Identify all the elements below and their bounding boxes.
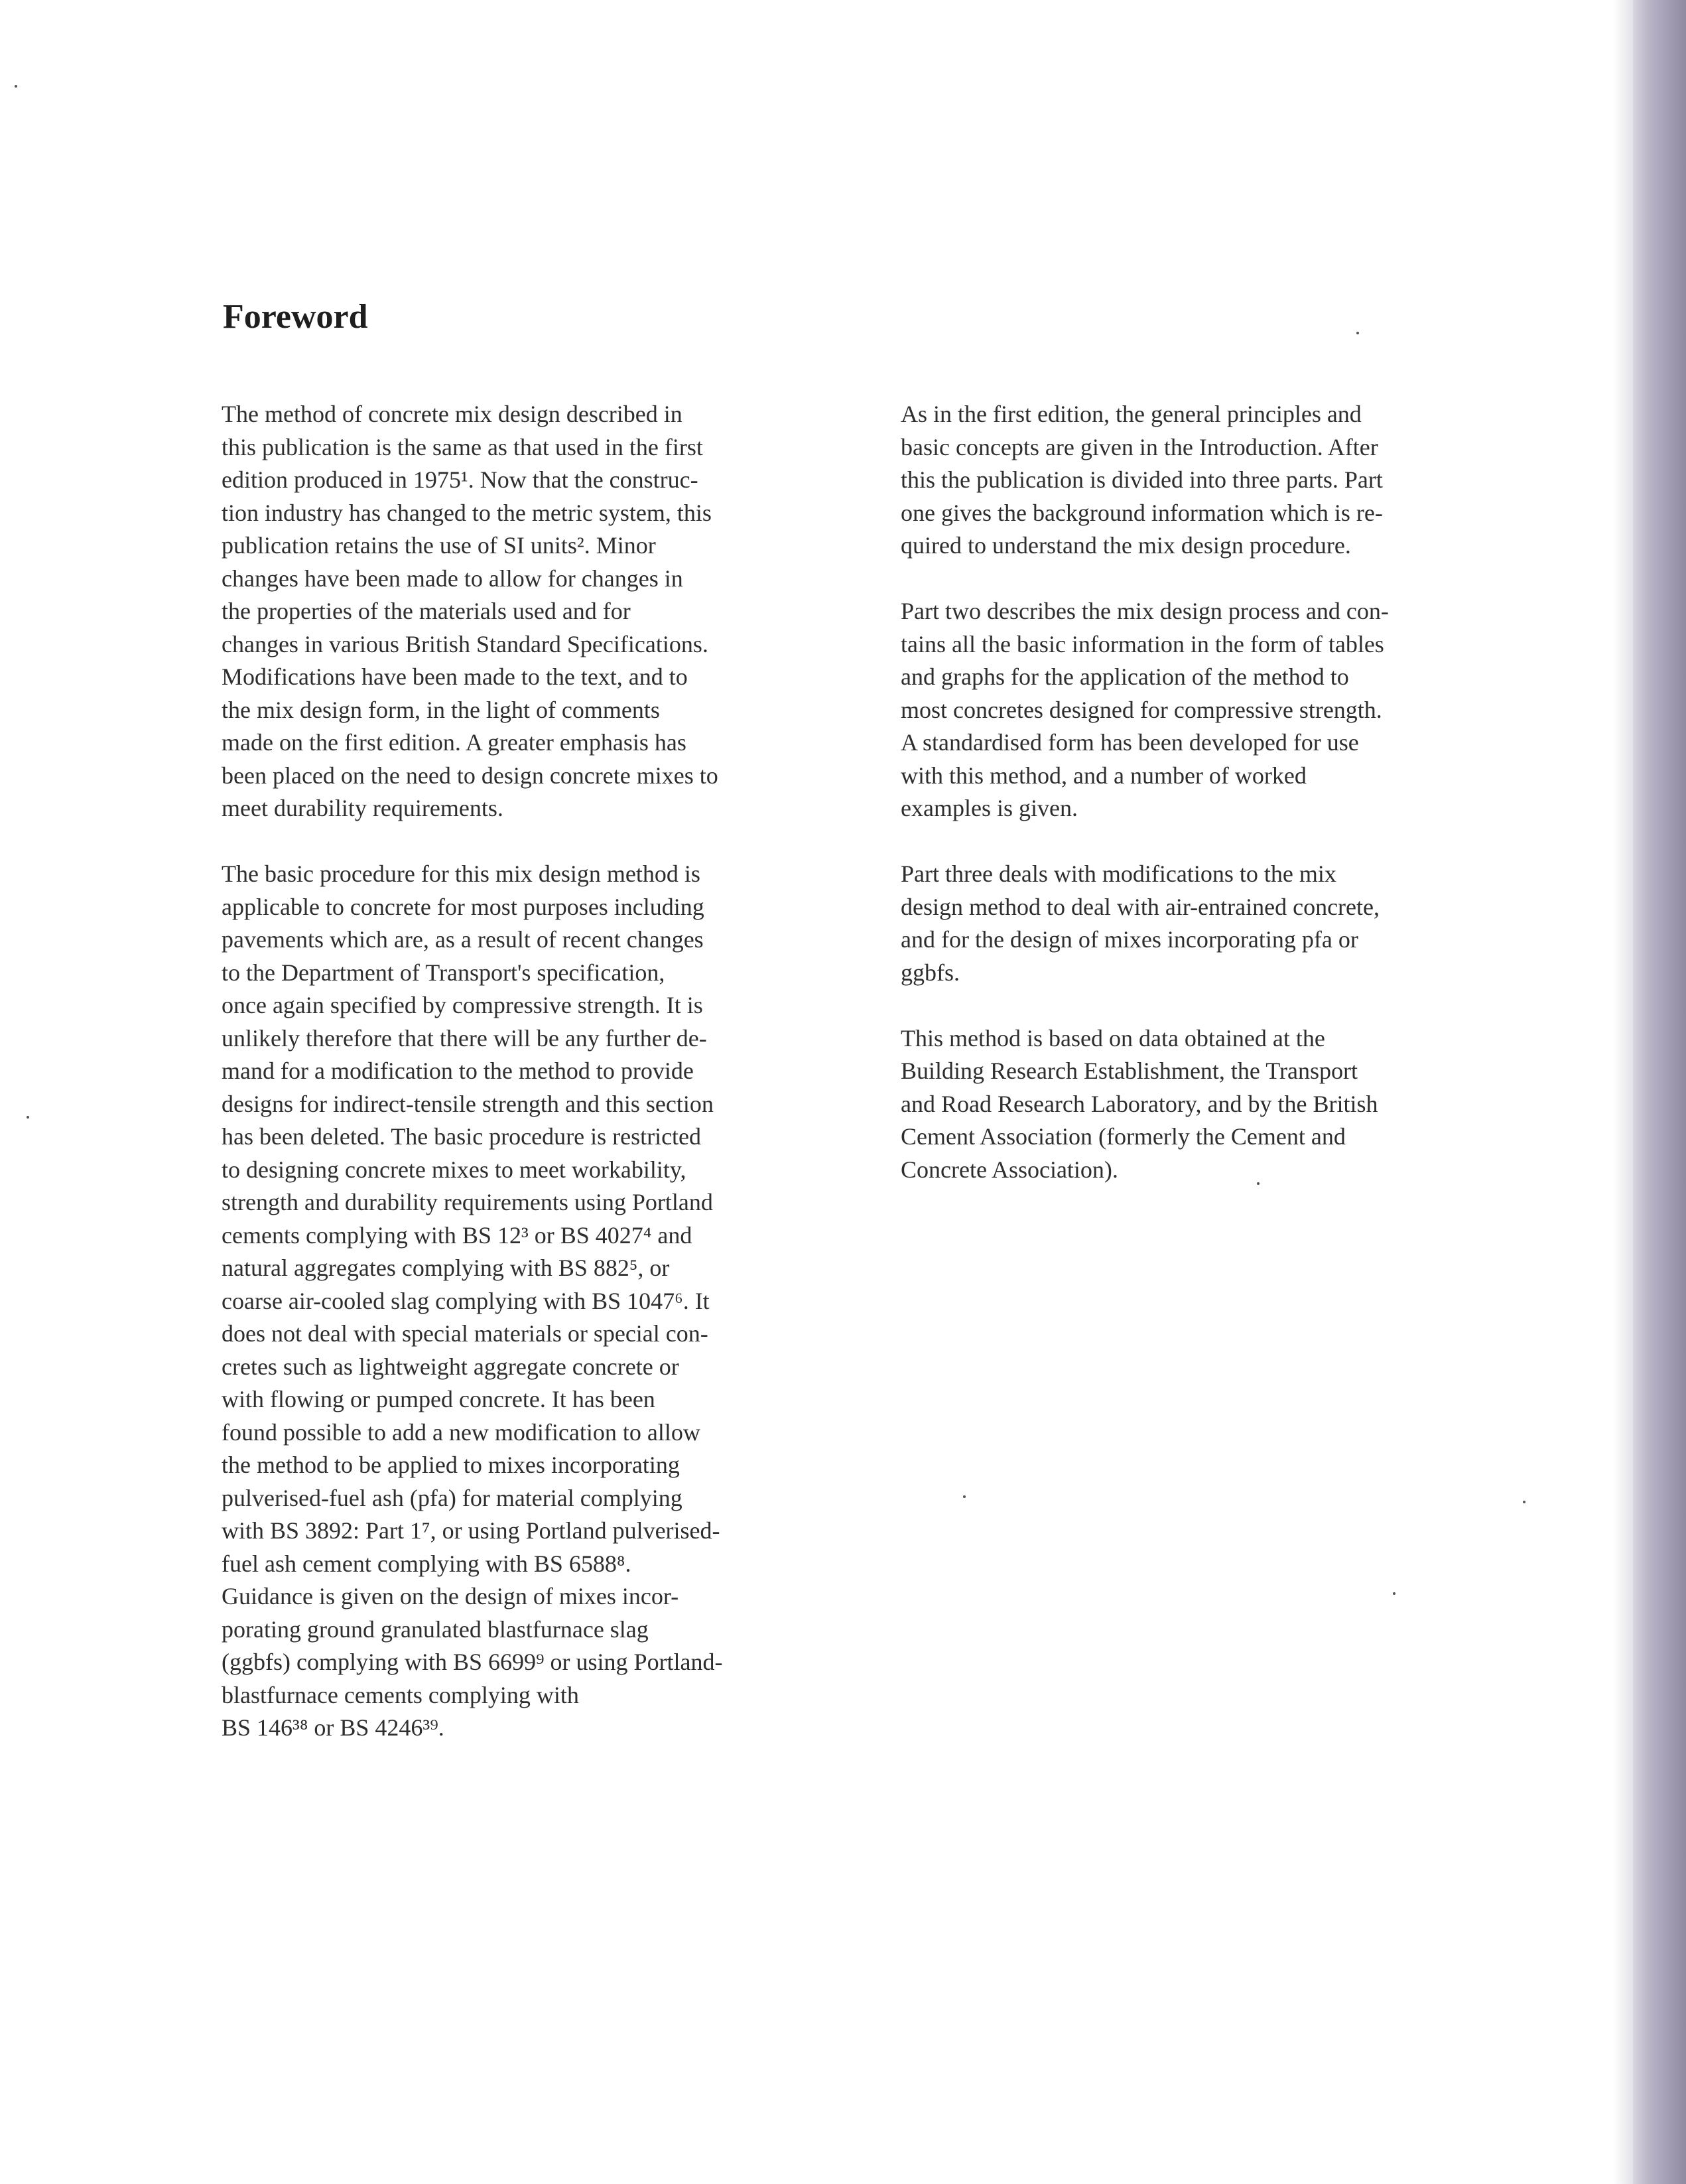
text-line: designs for indirect-tensile strength and this section xyxy=(222,1090,714,1117)
text-line: basic concepts are given in the Introduction. After xyxy=(901,433,1378,460)
text-line: blastfurnace cements complying with xyxy=(222,1681,579,1708)
page-edge-shadow xyxy=(1613,0,1633,2184)
text-line: the method to be applied to mixes incorporating xyxy=(222,1452,680,1478)
text-line: design method to deal with air-entrained concrete, xyxy=(901,893,1380,920)
text-line: with this method, and a number of worked xyxy=(901,762,1307,789)
text-line: cements complying with BS 12³ or BS 4027⁴ and xyxy=(222,1221,692,1249)
text-line: (ggbfs) complying with BS 6699⁹ or using Portland- xyxy=(222,1649,723,1675)
text-line: porating ground granulated blastfurnace slag xyxy=(222,1615,649,1643)
text-line: to the Department of Transport's specification, xyxy=(222,959,665,986)
scan-speck xyxy=(1356,332,1359,334)
paragraph xyxy=(901,398,1537,563)
text-line: made on the first edition. A greater emphasis has xyxy=(222,729,686,756)
text-line: Cement Association (formerly the Cement and xyxy=(901,1123,1346,1150)
text-line: found possible to add a new modification to allow xyxy=(222,1418,700,1446)
text-line: unlikely therefore that there will be any further de- xyxy=(222,1024,707,1052)
text-line: Part three deals with modifications to the mix xyxy=(901,860,1336,887)
text-line: tion industry has changed to the metric system, this xyxy=(222,499,712,526)
scan-speck xyxy=(1257,1182,1260,1185)
scan-speck xyxy=(1393,1592,1395,1595)
text-line: edition produced in 1975¹. Now that the construc- xyxy=(222,466,698,493)
page-title: Foreword xyxy=(223,298,368,336)
text-line: does not deal with special materials or special con- xyxy=(222,1320,708,1347)
scan-speck xyxy=(963,1495,966,1498)
left-column xyxy=(222,398,858,1777)
text-line: natural aggregates complying with BS 882⁵, or xyxy=(222,1255,670,1281)
scan-speck xyxy=(27,1116,29,1119)
text-line: cretes such as lightweight aggregate concrete or xyxy=(222,1353,679,1380)
text-line: pavements which are, as a result of recent changes xyxy=(222,926,704,953)
scan-speck xyxy=(1523,1501,1525,1503)
paragraph xyxy=(901,595,1537,825)
text-line: As in the first edition, the general principles and xyxy=(901,401,1362,427)
text-line: the mix design form, in the light of comments xyxy=(222,696,660,723)
text-line: this the publication is divided into three parts. Part xyxy=(901,466,1383,493)
text-line: Part two describes the mix design process and con- xyxy=(901,598,1389,624)
text-line: once again specified by compressive strength. It is xyxy=(222,992,703,1018)
text-line: one gives the background information which is re- xyxy=(901,499,1383,526)
paragraph xyxy=(901,1022,1537,1187)
text-line: ggbfs. xyxy=(901,959,960,986)
text-line: this publication is the same as that used in the first xyxy=(222,433,703,460)
text-line: to designing concrete mixes to meet workability, xyxy=(222,1156,686,1183)
text-line: A standardised form has been developed for use xyxy=(901,729,1359,756)
text-line: strength and durability requirements using Portland xyxy=(222,1189,713,1215)
right-column xyxy=(901,398,1537,1219)
text-line: Modifications have been made to the text, and to xyxy=(222,663,688,690)
text-line: Guidance is given on the design of mixes incor- xyxy=(222,1583,679,1609)
text-line: coarse air-cooled slag complying with BS 1047⁶. It xyxy=(222,1287,710,1314)
text-line: mand for a modification to the method to provide xyxy=(222,1058,694,1084)
text-line: publication retains the use of SI units². Minor xyxy=(222,532,656,559)
text-line: tains all the basic information in the form of tables xyxy=(901,630,1384,657)
text-line: fuel ash cement complying with BS 6588⁸. xyxy=(222,1550,631,1577)
text-line: BS 146³⁸ or BS 4246³⁹. xyxy=(222,1714,444,1741)
text-line: the properties of the materials used and for xyxy=(222,598,631,624)
text-line: quired to understand the mix design procedure. xyxy=(901,532,1351,559)
text-line: The basic procedure for this mix design method is xyxy=(222,860,700,887)
text-line: been placed on the need to design concrete mixes to xyxy=(222,762,718,789)
text-line: This method is based on data obtained at the xyxy=(901,1024,1325,1052)
scan-speck xyxy=(15,85,17,88)
page-edge xyxy=(1633,0,1686,2184)
text-line: and Road Research Laboratory, and by the British xyxy=(901,1090,1378,1117)
text-line: with flowing or pumped concrete. It has been xyxy=(222,1386,655,1412)
paragraph xyxy=(222,398,858,825)
text-line: pulverised-fuel ash (pfa) for material complying xyxy=(222,1484,682,1511)
paragraph xyxy=(222,858,858,1745)
text-line: Building Research Establishment, the Transport xyxy=(901,1058,1358,1084)
text-line: and for the design of mixes incorporating pfa or xyxy=(901,926,1358,953)
text-line: has been deleted. The basic procedure is restricted xyxy=(222,1123,702,1150)
text-line: The method of concrete mix design described in xyxy=(222,401,682,427)
text-line: examples is given. xyxy=(901,795,1078,821)
text-line: meet durability requirements. xyxy=(222,795,503,821)
text-line: changes have been made to allow for changes in xyxy=(222,565,683,592)
text-line: most concretes designed for compressive strength. xyxy=(901,696,1382,723)
text-line: and graphs for the application of the method to xyxy=(901,663,1349,690)
text-line: Concrete Association). xyxy=(901,1156,1118,1183)
text-line: applicable to concrete for most purposes including xyxy=(222,893,704,920)
text-line: with BS 3892: Part 1⁷, or using Portland pulverised- xyxy=(222,1517,720,1544)
text-line: changes in various British Standard Specifications. xyxy=(222,630,708,657)
paragraph xyxy=(901,858,1537,989)
